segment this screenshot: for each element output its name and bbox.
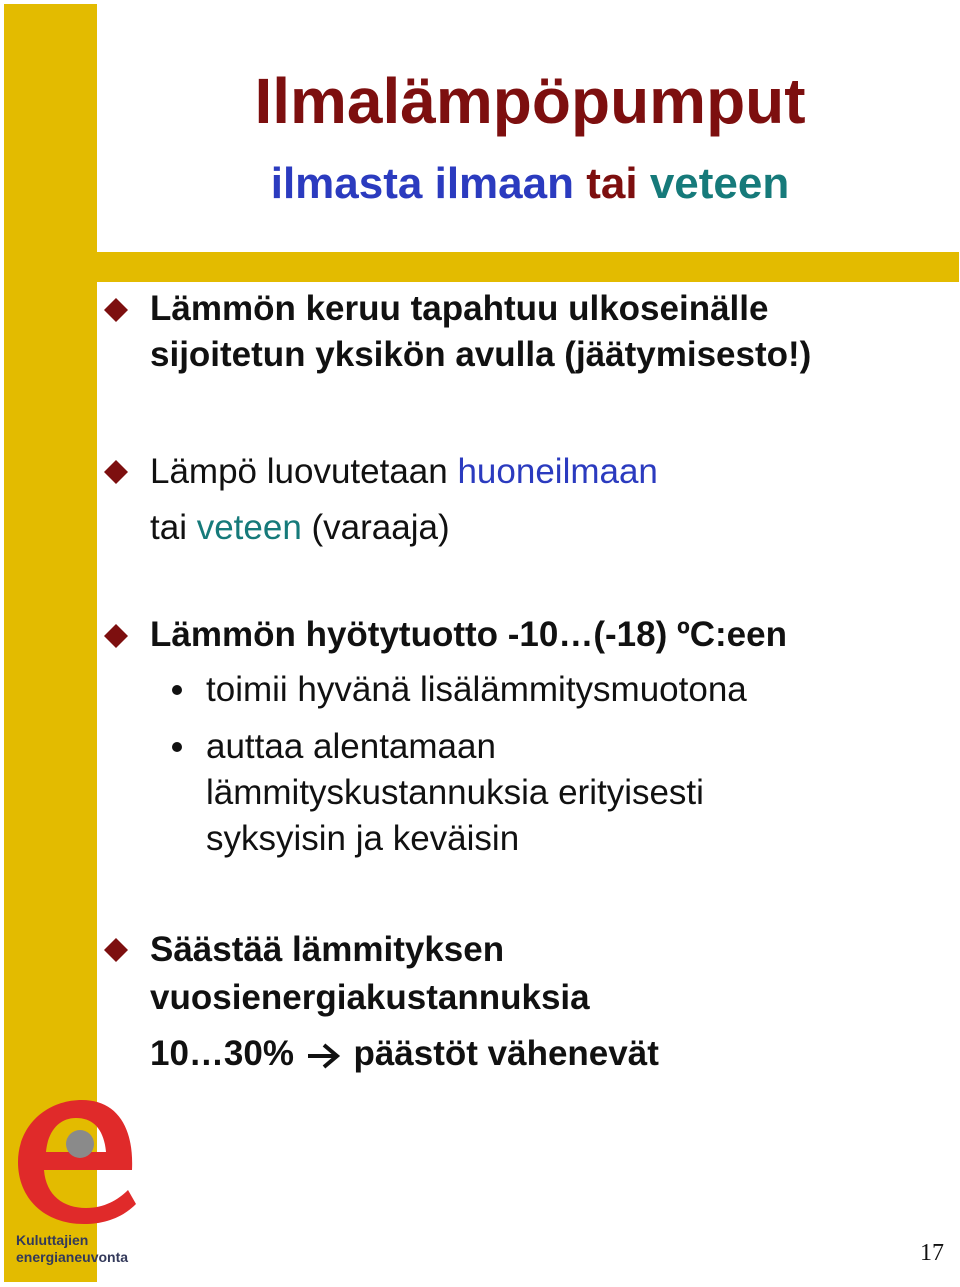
bullet-1-line1: Lämmön keruu tapahtuu ulkoseinälle	[150, 289, 769, 328]
bullet-4-line1: Säästää lämmityksen	[150, 930, 505, 969]
arrow-right-icon	[304, 1041, 344, 1071]
diamond-icon	[104, 938, 128, 962]
bullet-3	[150, 612, 787, 658]
bullet-3-line1: Lämmön hyötytuotto -10…(-18) ºC:een	[150, 615, 787, 654]
slide-title: Ilmalämpöpumput	[254, 65, 806, 137]
diamond-icon	[104, 624, 128, 648]
bullet-2-line2	[150, 500, 658, 556]
logo-line1: Kuluttajien	[16, 1232, 89, 1248]
logo-text	[16, 1232, 128, 1266]
bullet-1	[150, 286, 811, 378]
bullet-2-text-c: tai	[150, 508, 187, 547]
sub-bullet-2-line3: syksyisin ja keväisin	[206, 819, 520, 858]
subtitle-part3: veteen	[649, 159, 790, 208]
subtitle-part2: tai	[586, 159, 638, 208]
sub-bullet-2	[206, 724, 704, 862]
sub-bullet-2-line1: auttaa alentamaan	[206, 727, 496, 766]
dot-icon	[172, 742, 182, 752]
bullet-2	[150, 444, 658, 556]
bullet-2-text-e: (varaaja)	[311, 508, 450, 547]
diamond-icon	[104, 298, 128, 322]
e-logo-icon	[14, 1100, 138, 1224]
sub-bullet-2-line2: lämmityskustannuksia erityisesti	[206, 773, 704, 812]
sub-bullet-1-line1: toimii hyvänä lisälämmitysmuotona	[206, 670, 747, 709]
header-divider-bar	[97, 252, 959, 282]
bullet-4-range: 10…30%	[150, 1034, 294, 1073]
bullet-2-text-b: huoneilmaan	[457, 452, 658, 491]
bullet-4-line2: vuosienergiakustannuksia	[150, 978, 590, 1017]
page-number: 17	[920, 1240, 944, 1266]
subtitle-part1: ilmasta ilmaan	[270, 159, 574, 208]
bullet-2-text-d: veteen	[196, 508, 302, 547]
slide-subtitle	[0, 160, 960, 208]
bullet-2-text-a: Lämpö luovutetaan	[150, 452, 448, 491]
logo-line2: energianeuvonta	[16, 1249, 129, 1265]
bullet-4-line3	[150, 1030, 659, 1078]
diamond-icon	[104, 460, 128, 484]
bullet-1-line2: sijoitetun yksikön avulla (jäätymisesto!)	[150, 335, 812, 374]
bullet-2-line1	[150, 444, 658, 500]
bullet-4	[150, 926, 659, 1078]
dot-icon	[172, 685, 182, 695]
bullet-4-result: päästöt vähenevät	[353, 1034, 659, 1073]
sub-bullet-1	[206, 667, 747, 713]
